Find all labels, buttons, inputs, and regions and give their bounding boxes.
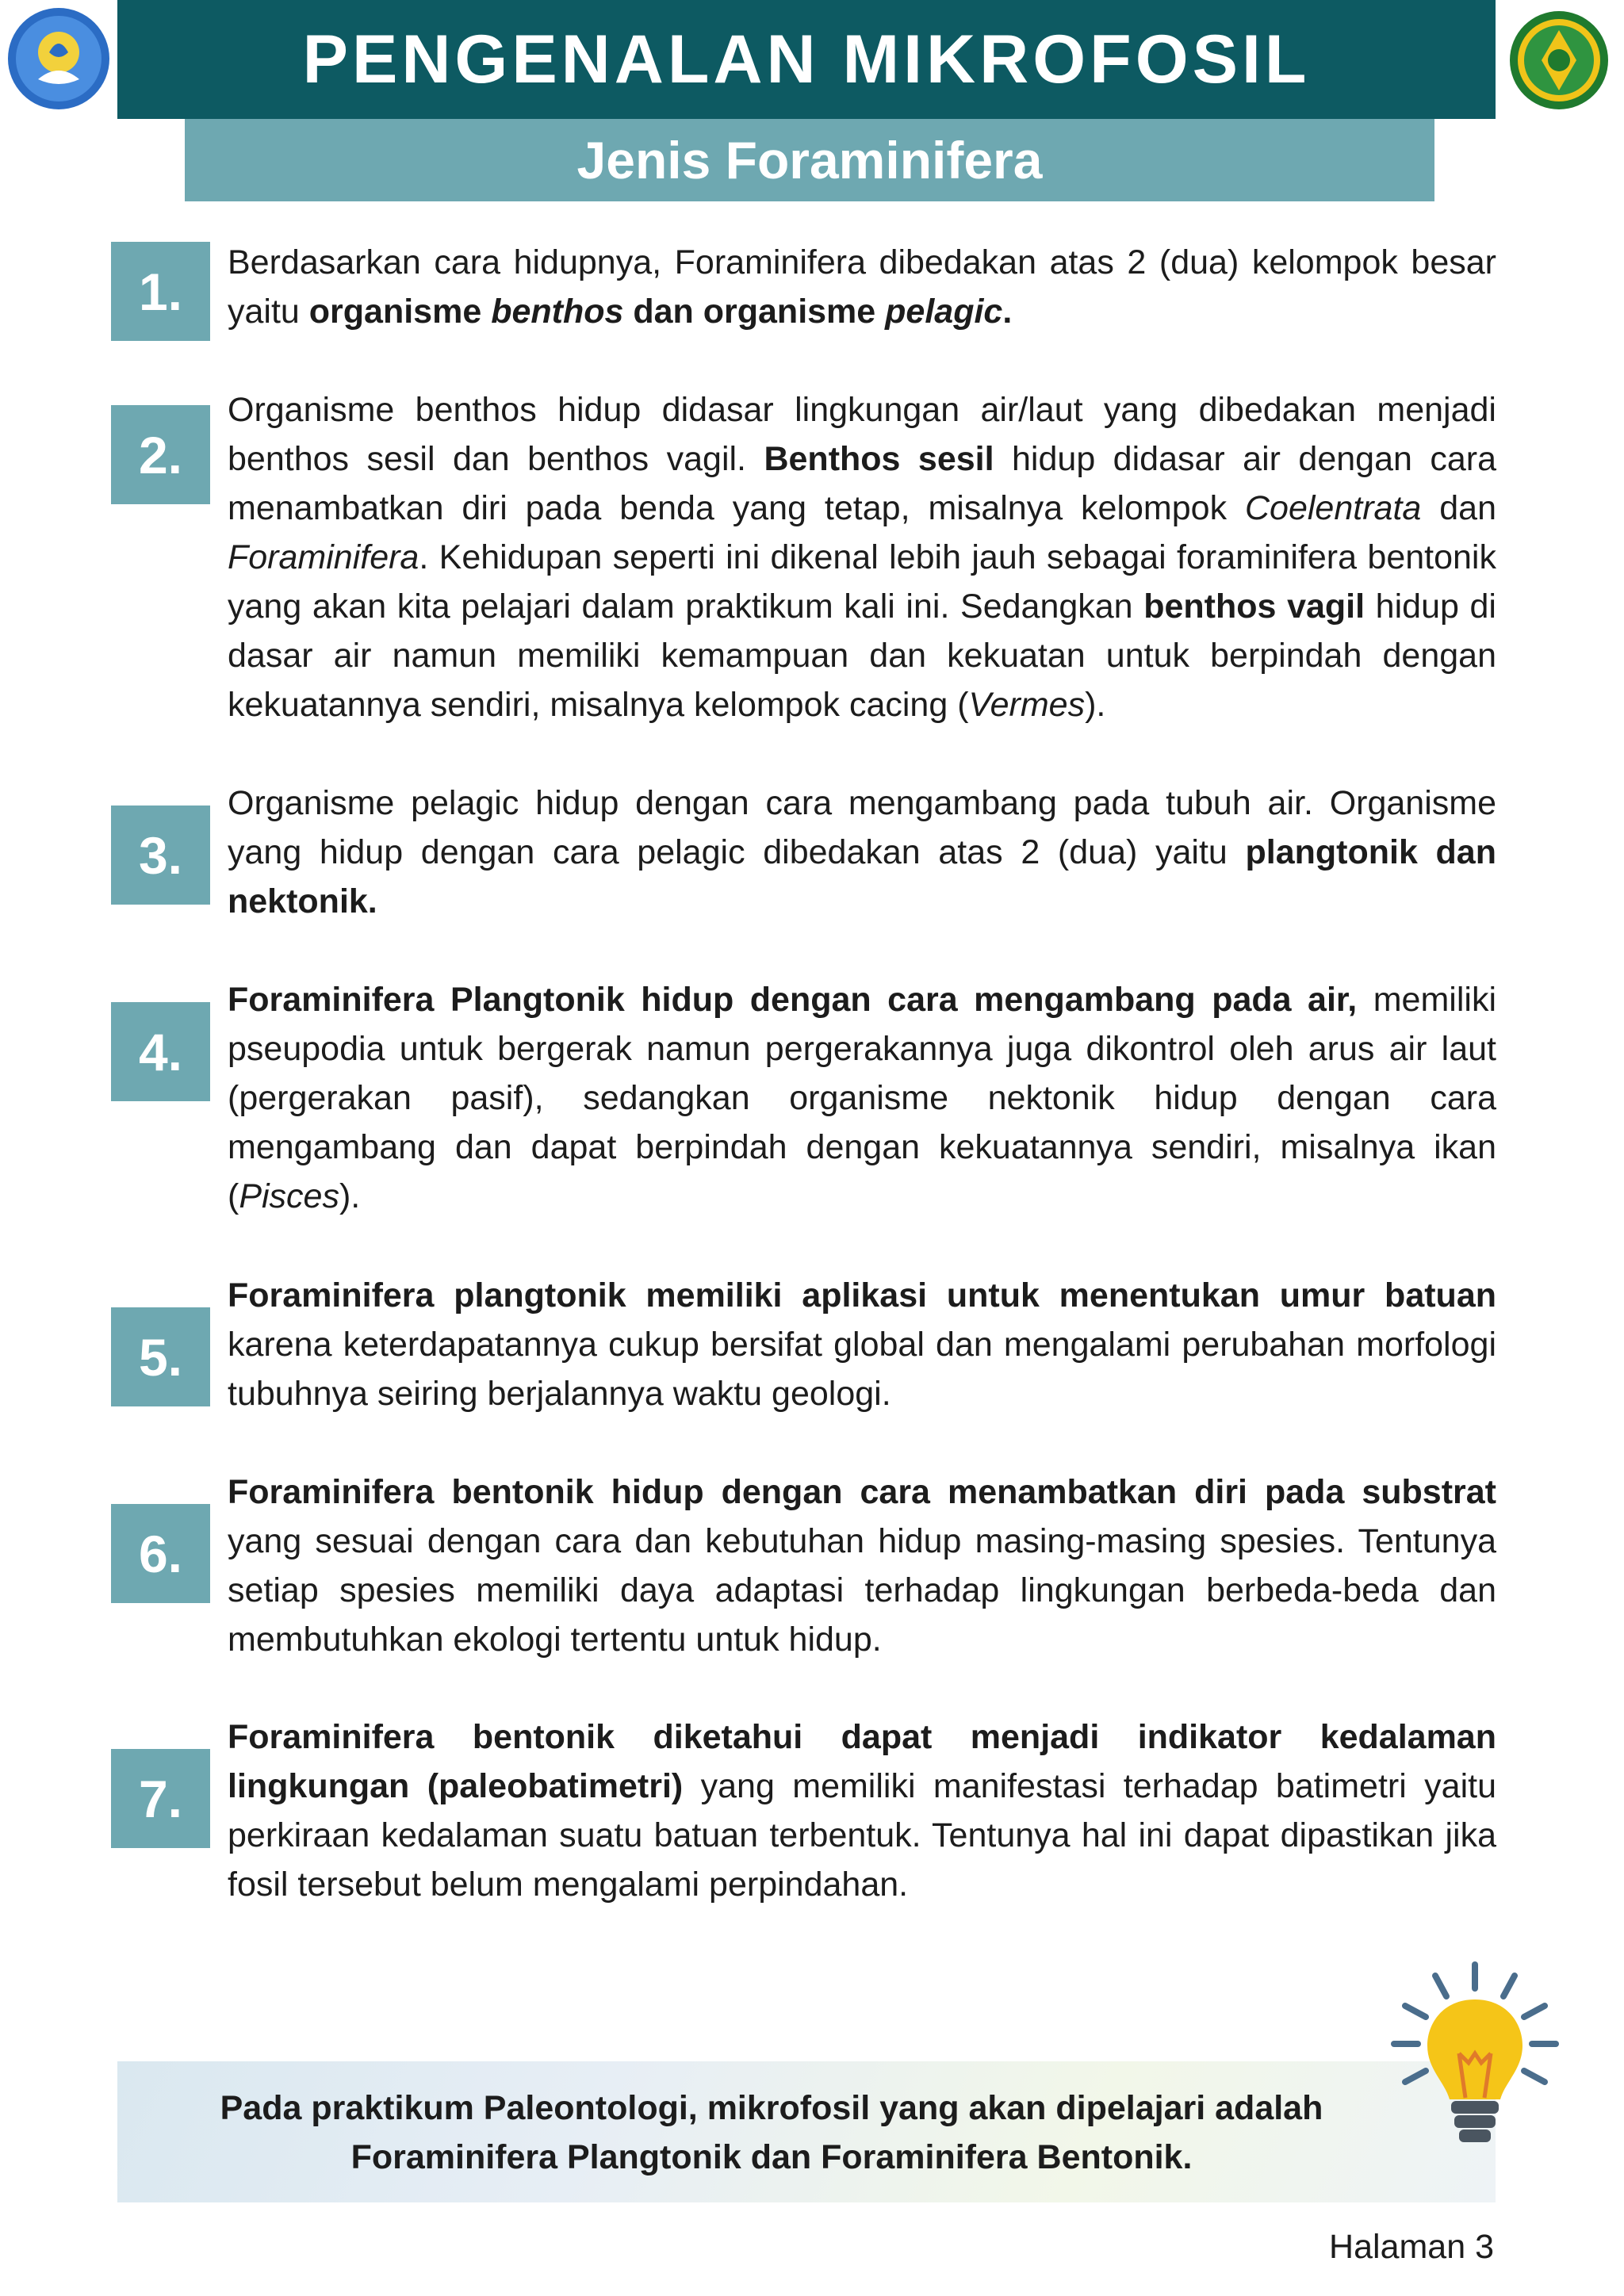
text-segment: Organisme pelagic hidup dengan cara mengambang pada tubuh air. Organisme yang hidup dengan cara pelagic dibedakan atas 2 (dua) yaitu <box>228 784 1496 871</box>
list-item-text <box>228 385 1496 729</box>
callout-line-1: Pada praktikum Paleontologi, mikrofosil yang akan dipelajari adalah <box>220 2089 1323 2127</box>
page-number: Halaman 3 <box>1329 2228 1494 2266</box>
university-seal-logo <box>1508 10 1610 111</box>
text-segment: dan organisme <box>623 293 886 331</box>
text-segment: . <box>1002 293 1013 331</box>
text-segment: Berdasarkan cara hidupnya, Foraminifera dibedakan atas 2 (dua) kelompok besar yaitu <box>228 243 1496 331</box>
text-segment: yang memiliki manifestasi terhadap batimetri yaitu perkiraan kedalaman suatu batuan terbentuk. Tentunya hal ini dapat dipastikan jika fosil tersebut belum mengalami perpindahan. <box>228 1767 1496 1904</box>
callout-text <box>117 2084 1426 2182</box>
text-segment: Foraminifera bentonik hidup dengan cara menambatkan diri pada substrat <box>228 1473 1496 1511</box>
text-segment: karena keterdapatannya cukup bersifat global dan mengalami perubahan morfologi tubuhnya seiring berjalannya waktu geologi. <box>228 1326 1496 1413</box>
page-title: PENGENALAN MIKROFOSIL <box>117 0 1496 119</box>
text-segment: plangtonik dan nektonik. <box>228 833 1496 920</box>
item-number: 7. <box>111 1749 210 1848</box>
text-segment: Foraminifera <box>228 538 419 576</box>
text-segment: Coelentrata <box>1245 489 1422 527</box>
text-segment: memiliki pseupodia untuk bergerak namun pergerakannya juga dikontrol oleh arus air laut (pergerakan pasif), sedangkan organisme nektonik hidup dengan cara mengambang dan dapat berpindah dengan kekuatannya sendiri, misalnya ikan ( <box>228 981 1497 1215</box>
list-item-text <box>228 779 1496 926</box>
text-segment: Foraminifera bentonik diketahui dapat menjadi indikator kedalaman lingkungan (paleobatimetri) <box>228 1718 1496 1805</box>
list-item-text <box>228 975 1496 1221</box>
item-number: 4. <box>111 1002 210 1101</box>
lightbulb-icon <box>1389 1958 1561 2164</box>
text-segment: ). <box>1085 686 1106 724</box>
list-item-text <box>228 238 1496 336</box>
text-segment: Pisces <box>239 1177 339 1215</box>
callout-line-2: Foraminifera Plangtonik dan Foraminifera Bentonik. <box>350 2138 1193 2176</box>
text-segment: Foraminifera plangtonik memiliki aplikasi untuk menentukan umur batuan <box>228 1276 1496 1314</box>
text-segment: hidup didasar air dengan cara menambatkan diri pada benda yang tetap, misalnya kelompok <box>228 440 1496 527</box>
text-segment: ). <box>339 1177 361 1215</box>
list-item-text <box>228 1712 1496 1909</box>
text-segment: benthos vagil <box>1143 587 1365 626</box>
text-segment: yang sesuai dengan cara dan kebutuhan hidup masing-masing spesies. Tentunya setiap spesies memiliki daya adaptasi terhadap lingkungan berbeda-beda dan membutuhkan ekologi tertentu untuk hidup. <box>228 1522 1496 1659</box>
item-number: 5. <box>111 1307 210 1406</box>
section-subtitle: Jenis Foraminifera <box>185 119 1434 201</box>
item-number: 6. <box>111 1504 210 1603</box>
text-segment: hidup di dasar air namun memiliki kemampuan dan kekuatan untuk berpindah dengan kekuatannya sendiri, misalnya kelompok cacing ( <box>228 587 1496 724</box>
text-segment: Vermes <box>968 686 1086 724</box>
list-item-text <box>228 1271 1496 1418</box>
text-segment: Organisme benthos hidup didasar lingkungan air/laut yang dibedakan menjadi benthos sesil dan benthos vagil. <box>228 391 1496 478</box>
item-number: 1. <box>111 242 210 341</box>
text-segment: pelagic <box>885 293 1003 331</box>
list-item-text <box>228 1468 1496 1664</box>
text-segment: organisme <box>308 293 492 331</box>
text-segment: dan <box>1421 489 1496 527</box>
item-number: 2. <box>111 405 210 504</box>
tut-wuri-handayani-logo <box>6 6 111 111</box>
text-segment: benthos <box>491 293 624 331</box>
text-segment: Foraminifera Plangtonik hidup dengan cara mengambang pada air, <box>228 981 1358 1019</box>
text-segment: Benthos sesil <box>764 440 994 478</box>
item-number: 3. <box>111 806 210 905</box>
text-segment: . Kehidupan seperti ini dikenal lebih jauh sebagai foraminifera bentonik yang akan kita pelajari dalam praktikum kali ini. Sedangkan <box>228 538 1496 626</box>
